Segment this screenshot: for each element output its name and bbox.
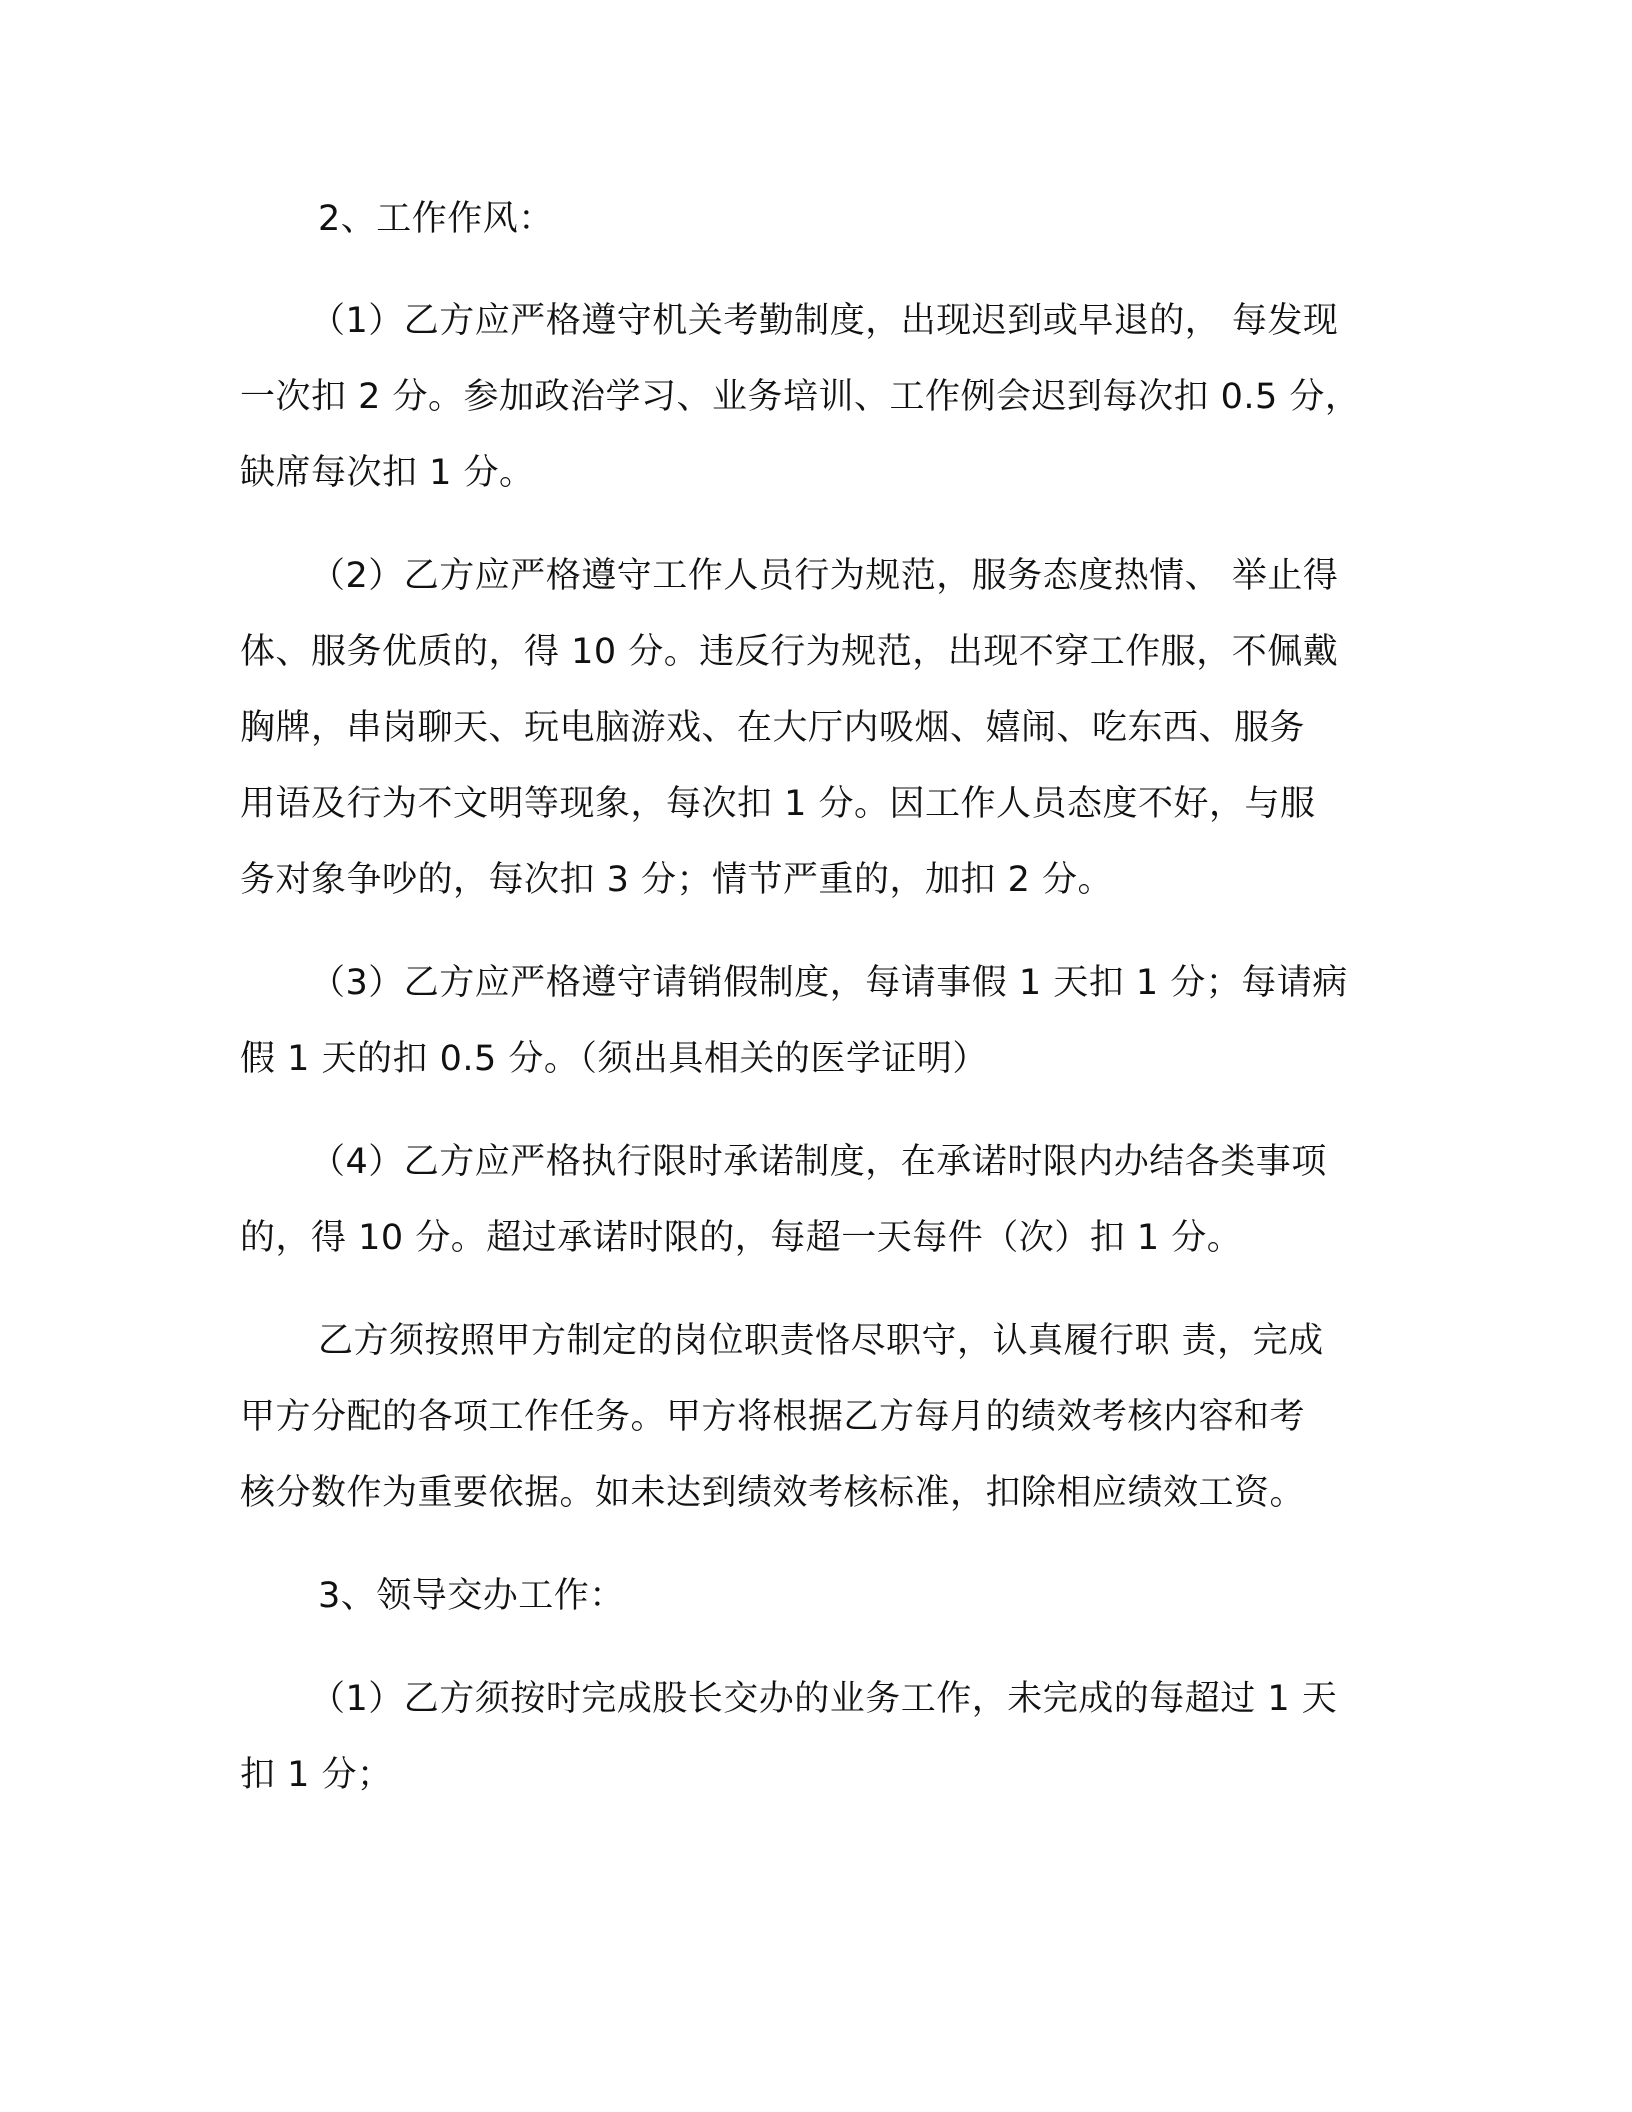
item-1-line-3: 缺席每次扣 1 分。	[240, 453, 535, 493]
item-2-line-4: 用语及行为不文明等现象，每次扣 1 分。因工作人员态度不好，与服	[240, 784, 1316, 824]
section-heading-leader-assigned-work: 3、领导交办工作：	[318, 1576, 625, 1616]
item-2-line-2: 体、服务优质的，得 10 分。违反行为规范，出现不穿工作服，不佩戴	[240, 632, 1339, 672]
item-4-line-1: （4）乙方应严格执行限时承诺制度，在承诺时限内办结各类事项	[310, 1142, 1327, 1182]
paragraph-line-1: 乙方须按照甲方制定的岗位职责恪尽职守，认真履行职 责，完成	[318, 1321, 1324, 1361]
item-2-line-3: 胸牌，串岗聊天、玩电脑游戏、在大厅内吸烟、嬉闹、吃东西、服务	[240, 708, 1306, 748]
item-3-line-1: （3）乙方应严格遵守请销假制度，每请事假 1 天扣 1 分；每请病	[310, 963, 1348, 1003]
item-1-line-2: 一次扣 2 分。参加政治学习、业务培训、工作例会迟到每次扣 0.5 分，	[240, 377, 1361, 417]
paragraph-line-2: 甲方分配的各项工作任务。甲方将根据乙方每月的绩效考核内容和考	[240, 1397, 1306, 1437]
item-1-line-1: （1）乙方应严格遵守机关考勤制度，出现迟到或早退的， 每发现	[310, 301, 1339, 341]
item-2-line-1: （2）乙方应严格遵守工作人员行为规范，服务态度热情、 举止得	[310, 556, 1339, 596]
item-3-line-2: 假 1 天的扣 0.5 分。（须出具相关的医学证明）	[240, 1039, 988, 1079]
item-2-line-5: 务对象争吵的，每次扣 3 分；情节严重的，加扣 2 分。	[240, 860, 1114, 900]
section-heading-work-style: 2、工作作风：	[318, 199, 554, 239]
leader-item-1-line-2: 扣 1 分；	[240, 1755, 393, 1795]
item-4-line-2: 的，得 10 分。超过承诺时限的，每超一天每件（次）扣 1 分。	[240, 1218, 1243, 1258]
paragraph-line-3: 核分数作为重要依据。如未达到绩效考核标准，扣除相应绩效工资。	[240, 1473, 1306, 1513]
leader-item-1-line-1: （1）乙方须按时完成股长交办的业务工作，未完成的每超过 1 天	[310, 1679, 1338, 1719]
